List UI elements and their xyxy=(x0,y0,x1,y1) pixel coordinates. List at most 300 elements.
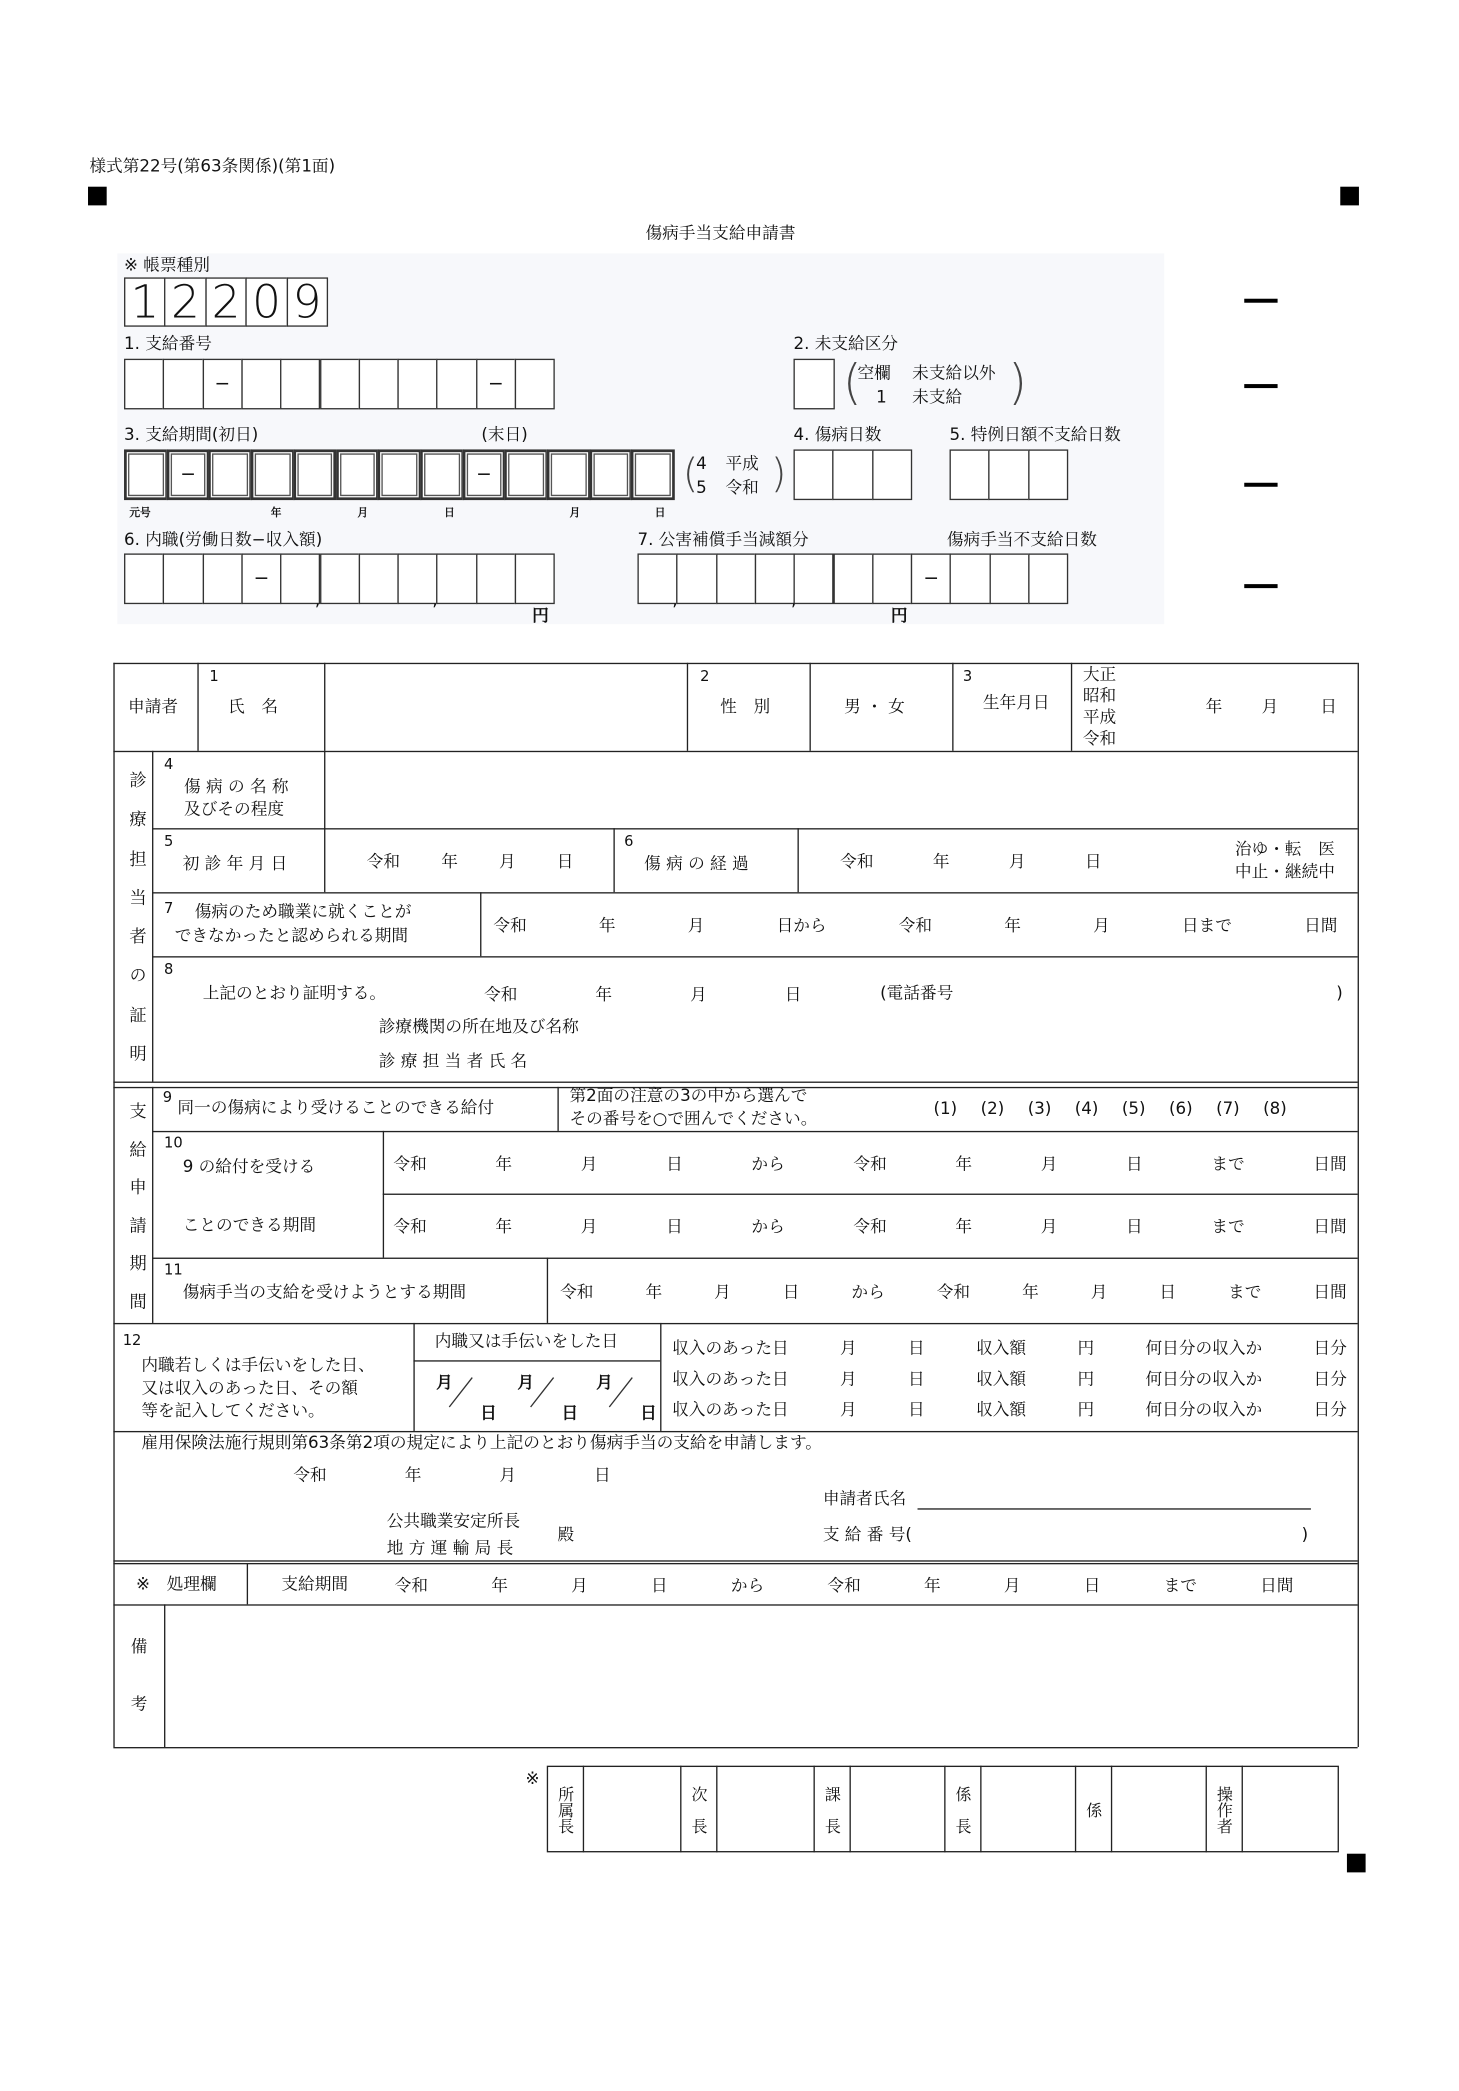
payment-number-box[interactable] xyxy=(398,359,438,410)
payment-number-box[interactable] xyxy=(280,359,320,410)
pollution-comp-box[interactable] xyxy=(1028,553,1068,604)
day-unit[interactable]: 日 xyxy=(640,1402,657,1423)
payment-period-box[interactable] xyxy=(547,449,591,500)
list-item: から xyxy=(730,1574,765,1595)
item-number: 12 xyxy=(122,1331,142,1349)
form-type-digit: 9 xyxy=(286,277,328,326)
honorific: 殿 xyxy=(557,1523,575,1544)
list-item: 期 xyxy=(125,1254,146,1272)
list-item: 月 xyxy=(1093,914,1110,935)
day-unit[interactable]: 日 xyxy=(561,1402,579,1423)
list-item: 令和 xyxy=(853,1153,887,1174)
income-row[interactable] xyxy=(672,1396,1347,1420)
payment-number-box[interactable] xyxy=(358,359,398,410)
divider xyxy=(113,1082,1357,1083)
benefit-options[interactable] xyxy=(934,1098,1287,1118)
divider xyxy=(1358,663,1359,1747)
month-unit[interactable]: 月 xyxy=(436,1371,453,1392)
list-item: 円 xyxy=(1077,1337,1095,1358)
divider xyxy=(152,892,1358,893)
list-item: 申 xyxy=(125,1177,146,1196)
comma-separator: ’ xyxy=(672,599,678,620)
field-3-label: 3. 支給期間(初日) xyxy=(124,423,259,444)
list-item: から xyxy=(851,1281,885,1302)
stamp-cell[interactable] xyxy=(982,1767,1075,1851)
month-unit[interactable]: 月 xyxy=(517,1371,535,1392)
form-type-digit: 2 xyxy=(205,277,247,326)
name-label: 氏 名 xyxy=(228,695,279,716)
divider xyxy=(152,1087,153,1323)
remarks-label: 考 xyxy=(130,1693,148,1714)
sex-label: 性 別 xyxy=(720,695,771,716)
registration-dash xyxy=(1244,299,1277,303)
item-number: 8 xyxy=(164,960,174,979)
income-row[interactable] xyxy=(672,1366,1347,1390)
divider xyxy=(809,663,810,751)
list-item: 月 xyxy=(1008,850,1026,871)
list-item: 日 xyxy=(1084,850,1102,871)
payment-number-box[interactable]: − xyxy=(476,359,516,410)
form-type-digit: 0 xyxy=(246,277,288,326)
office-name: 地 方 運 輸 局 長 xyxy=(386,1537,514,1558)
item-number: 6 xyxy=(624,832,634,851)
divider xyxy=(413,1360,660,1361)
processing-period-label: 支給期間 xyxy=(281,1573,349,1594)
note-text: その番号を○で囲んでください。 xyxy=(569,1107,818,1128)
item-number: 11 xyxy=(164,1260,183,1279)
divider xyxy=(660,1323,661,1431)
divider xyxy=(1075,1766,1076,1853)
list-item: 月 xyxy=(580,1153,598,1174)
list-item: 月 xyxy=(687,914,705,935)
note-text: 第2面の注意の3の中から選んで xyxy=(569,1085,808,1106)
month-unit[interactable]: 月 xyxy=(596,1371,613,1392)
list-item: 令和 xyxy=(393,1216,427,1237)
progress-option[interactable]: 治ゆ・転 医 xyxy=(1234,838,1335,859)
month-unit: 月 xyxy=(1261,695,1279,716)
list-item: 日 xyxy=(1159,1281,1177,1302)
list-item: (6) xyxy=(1168,1098,1193,1119)
era-label: 平成 xyxy=(725,453,759,474)
request-period-row[interactable] xyxy=(560,1279,1347,1303)
side-work-box[interactable] xyxy=(319,553,359,604)
side-work-box[interactable] xyxy=(437,553,477,604)
list-item: 年 xyxy=(598,914,616,935)
field-1-label: 1. 支給番号 xyxy=(124,333,212,354)
list-item: (2) xyxy=(980,1098,1005,1119)
item-number: 9 xyxy=(162,1088,173,1107)
progress-date[interactable] xyxy=(840,848,1101,872)
list-item: から xyxy=(751,1216,785,1237)
side-work-box[interactable] xyxy=(280,553,320,604)
payment-period-box[interactable] xyxy=(124,449,168,500)
list-item: 収入のあった日 xyxy=(672,1337,789,1358)
divider xyxy=(687,663,688,751)
list-item: の xyxy=(125,966,146,984)
list-item: 日 xyxy=(1126,1153,1143,1174)
pollution-comp-box[interactable] xyxy=(637,553,677,604)
unit-label: 日 xyxy=(444,506,455,519)
registration-mark xyxy=(1347,1854,1366,1873)
payment-number-label: 支 給 番 号( xyxy=(822,1523,912,1544)
list-item: 月 xyxy=(571,1574,588,1595)
option-label: 未支給 xyxy=(912,386,963,407)
progress-option[interactable]: 中止・継続中 xyxy=(1234,861,1335,882)
remarks-field[interactable] xyxy=(165,1606,1356,1746)
side-work-box[interactable] xyxy=(358,553,398,604)
processing-period-row xyxy=(395,1572,1294,1596)
sex-options[interactable]: 男 ・ 女 xyxy=(844,695,905,716)
side-work-box[interactable] xyxy=(476,553,516,604)
payment-period-box[interactable] xyxy=(378,449,422,500)
pollution-comp-box[interactable] xyxy=(950,553,990,604)
payment-number-box[interactable] xyxy=(515,359,555,410)
pollution-comp-box[interactable] xyxy=(794,553,834,604)
list-item: 年 xyxy=(495,1153,513,1174)
list-item: 日分 xyxy=(1313,1398,1347,1419)
list-item: 令和 xyxy=(366,850,401,871)
list-item: 月 xyxy=(1040,1153,1058,1174)
sick-days-box[interactable] xyxy=(793,449,833,500)
divider xyxy=(383,1194,1358,1195)
disease-label: 傷 病 の 名 称 xyxy=(184,775,289,796)
payment-period-box[interactable]: − xyxy=(462,449,506,500)
side-work-box[interactable] xyxy=(163,553,203,604)
day-unit[interactable]: 日 xyxy=(480,1402,497,1423)
list-item: 日 xyxy=(782,1281,800,1302)
list-item: 療 xyxy=(125,809,146,828)
list-item: 日 xyxy=(651,1574,668,1595)
divider xyxy=(797,828,798,892)
list-item: 年 xyxy=(955,1153,973,1174)
stamp-label: 係 xyxy=(1084,1801,1103,1818)
divider xyxy=(113,1747,1357,1748)
side-work-box[interactable]: − xyxy=(241,553,281,604)
list-item: 令和 xyxy=(827,1574,861,1595)
era-option[interactable]: 平成 xyxy=(1082,706,1117,727)
side-work-box[interactable] xyxy=(124,553,164,604)
list-item: 年 xyxy=(1004,914,1021,935)
list-item: 年 xyxy=(495,1216,513,1237)
list-item: 日 xyxy=(908,1368,925,1389)
payment-period-box[interactable] xyxy=(251,449,295,500)
divider xyxy=(152,1258,1358,1259)
list-item: 年 xyxy=(955,1216,973,1237)
registration-dash xyxy=(1244,584,1277,588)
list-item: 年 xyxy=(923,1574,941,1595)
era-option[interactable]: 昭和 xyxy=(1082,685,1117,706)
list-item: 年 xyxy=(932,850,950,871)
pollution-comp-box[interactable]: − xyxy=(911,553,951,604)
special-days-box[interactable] xyxy=(950,449,990,500)
pollution-comp-box[interactable] xyxy=(989,553,1029,604)
item-number: 4 xyxy=(164,755,174,773)
list-item: 月 xyxy=(580,1216,598,1237)
list-item: (8) xyxy=(1263,1098,1287,1119)
divider xyxy=(1071,663,1072,751)
list-item: 日分 xyxy=(1313,1368,1347,1389)
unit-label: 月 xyxy=(357,506,369,519)
first-visit-date[interactable] xyxy=(367,848,574,872)
yen-unit: 円 xyxy=(532,605,549,626)
divider xyxy=(813,1766,814,1853)
certify-text: 上記のとおり証明する。 xyxy=(202,982,387,1003)
doctor-name-label: 診 療 担 当 者 氏 名 xyxy=(378,1050,528,1071)
facility-label: 診療機関の所在地及び名称 xyxy=(378,1015,579,1036)
era-label: 令和 xyxy=(725,477,759,498)
paren-right-icon: ) xyxy=(1008,356,1027,411)
doctor-section-label xyxy=(123,771,148,1062)
benefit-period-row[interactable] xyxy=(393,1214,1347,1238)
payment-number-box[interactable]: − xyxy=(202,359,242,410)
list-item: 日 xyxy=(1083,1574,1101,1595)
list-item: 日 xyxy=(666,1153,683,1174)
payment-period-box[interactable] xyxy=(293,449,337,500)
side-work-box[interactable] xyxy=(515,553,555,604)
divider xyxy=(952,663,953,751)
applicant-section-label: 申請者 xyxy=(128,695,179,716)
list-item: (5) xyxy=(1121,1098,1146,1119)
unit-label: 日 xyxy=(654,506,666,519)
registration-mark xyxy=(88,187,107,206)
divider xyxy=(113,1323,1357,1324)
list-item: 月 xyxy=(840,1337,857,1358)
benefit-period-row[interactable] xyxy=(393,1151,1347,1175)
registration-mark xyxy=(1340,187,1359,206)
list-item: 明 xyxy=(125,1044,146,1062)
period-label: 傷病のため職業に就くことが xyxy=(194,901,412,922)
stamp-label: 次 長 xyxy=(689,1785,709,1834)
stamp-cell[interactable] xyxy=(717,1767,810,1851)
applicant-name-input[interactable] xyxy=(918,1508,1311,1509)
list-item: 令和 xyxy=(840,850,874,871)
stamp-label: 所属長 xyxy=(556,1785,575,1834)
list-item: 月 xyxy=(498,850,516,871)
sick-days-box[interactable] xyxy=(833,449,873,500)
field-7-label: 7. 公害補償手当減額分 xyxy=(637,529,809,550)
pollution-comp-box[interactable] xyxy=(677,553,717,604)
payment-period-box[interactable] xyxy=(209,449,253,500)
comma-separator: ’ xyxy=(314,599,321,620)
stamp-label: 課 長 xyxy=(822,1785,842,1834)
yen-unit: 円 xyxy=(890,605,908,626)
divider xyxy=(152,751,153,1082)
divider xyxy=(383,1131,384,1258)
remarks-label: 備 xyxy=(130,1635,148,1656)
day-unit: 日 xyxy=(1320,695,1337,716)
list-item: 月 xyxy=(690,984,707,1005)
benefit-period-label: ことのできる期間 xyxy=(182,1214,317,1235)
divider xyxy=(944,1766,945,1853)
list-item: 担 xyxy=(125,848,146,867)
stamp-cell[interactable] xyxy=(851,1767,944,1851)
item-number: 1 xyxy=(209,667,219,685)
list-item: 日 xyxy=(784,984,802,1005)
processing-label: ※ 処理欄 xyxy=(136,1573,217,1594)
payment-period-box[interactable] xyxy=(420,449,464,500)
option-code: 空欄 xyxy=(857,362,891,383)
pollution-comp-box[interactable] xyxy=(872,553,912,604)
list-item: 何日分の収入か xyxy=(1145,1368,1263,1389)
list-item: 円 xyxy=(1077,1398,1095,1419)
divider xyxy=(152,828,1358,829)
period-label: できなかったと認められる期間 xyxy=(174,925,409,946)
list-item: 月 xyxy=(840,1398,857,1419)
list-item: 令和 xyxy=(853,1216,887,1237)
payment-period-box[interactable] xyxy=(504,449,548,500)
declaration-date[interactable] xyxy=(293,1462,610,1486)
list-item: 日 xyxy=(908,1398,925,1419)
list-item: (4) xyxy=(1074,1098,1099,1119)
pollution-comp-box[interactable] xyxy=(833,553,873,604)
divider xyxy=(413,1323,414,1431)
unpaid-class-box[interactable] xyxy=(793,359,834,410)
list-item: 令和 xyxy=(293,1464,327,1485)
option-label: 未支給以外 xyxy=(912,362,996,383)
benefit-period-label: 9 の給付を受ける xyxy=(182,1155,316,1176)
dob-label: 生年月日 xyxy=(982,691,1050,712)
item-number: 2 xyxy=(700,667,710,685)
certify-date[interactable] xyxy=(484,982,801,1006)
payment-period-box[interactable]: − xyxy=(166,449,210,500)
list-item: 何日分の収入か xyxy=(1145,1337,1263,1358)
list-item: 日分 xyxy=(1313,1337,1347,1358)
phone-label: (電話番号 xyxy=(880,982,954,1003)
list-item: 令和 xyxy=(936,1281,971,1302)
field-4-label: 4. 傷病日数 xyxy=(793,423,882,444)
list-item: 日 xyxy=(556,850,574,871)
list-item: (7) xyxy=(1216,1098,1240,1119)
side-work-label: 内職若しくは手伝いをした日、 xyxy=(141,1354,375,1375)
list-item: 月 xyxy=(1090,1281,1108,1302)
comma-separator: ’ xyxy=(432,599,438,620)
form-type-digit: 2 xyxy=(165,277,207,326)
list-item: まで xyxy=(1211,1153,1245,1174)
list-item: 収入額 xyxy=(976,1368,1027,1389)
divider xyxy=(480,892,481,956)
payment-number-box[interactable] xyxy=(319,359,359,410)
form-type-label: ※ 帳票種別 xyxy=(124,254,210,275)
list-item: 令和 xyxy=(493,914,527,935)
special-days-box[interactable] xyxy=(989,449,1029,500)
special-days-box[interactable] xyxy=(1028,449,1068,500)
stamp-cell[interactable] xyxy=(584,1767,677,1851)
list-item: 年 xyxy=(645,1281,663,1302)
payment-number-box[interactable] xyxy=(437,359,477,410)
list-item: 令和 xyxy=(560,1281,594,1302)
other-benefit-label: 同一の傷病により受けることのできる給付 xyxy=(177,1097,495,1118)
item-number: 10 xyxy=(164,1134,183,1152)
divider xyxy=(113,1563,1357,1564)
stamp-cell[interactable] xyxy=(1112,1767,1205,1851)
list-item: 月 xyxy=(499,1464,517,1485)
page-title: 傷病手当支給申請書 xyxy=(645,222,796,243)
list-item: 日間 xyxy=(1313,1281,1347,1302)
payment-number-box[interactable] xyxy=(124,359,164,410)
request-period-label: 傷病手当の支給を受けようとする期間 xyxy=(182,1281,467,1302)
list-item: 年 xyxy=(404,1464,422,1485)
list-item: 日間 xyxy=(1260,1574,1294,1595)
paren-right-icon: ) xyxy=(770,450,787,498)
unit-label: 年 xyxy=(270,506,282,519)
payment-period-box[interactable] xyxy=(631,449,675,500)
sick-days-box[interactable] xyxy=(872,449,912,500)
list-item: 年 xyxy=(595,984,613,1005)
list-item: 日 xyxy=(666,1216,683,1237)
list-item: 日 xyxy=(1126,1216,1143,1237)
divider xyxy=(152,1131,1358,1132)
list-item: 月 xyxy=(1040,1216,1058,1237)
payment-period-box[interactable] xyxy=(589,449,633,500)
era-option[interactable]: 大正 xyxy=(1082,663,1117,684)
field-5-label: 5. 特例日額不支給日数 xyxy=(949,423,1121,444)
list-item: 月 xyxy=(714,1281,731,1302)
stamp-mark: ※ xyxy=(525,1768,540,1789)
period-section-label xyxy=(123,1102,148,1310)
list-item: 何日分の収入か xyxy=(1145,1398,1263,1419)
list-item: 診 xyxy=(125,770,146,789)
income-row[interactable] xyxy=(672,1335,1347,1359)
stamp-cell[interactable] xyxy=(1243,1767,1336,1851)
form-number: 様式第22号(第63条関係)(第1面) xyxy=(89,155,336,176)
progress-label: 傷 病 の 経 過 xyxy=(644,853,749,874)
declaration-statement: 雇用保険法施行規則第63条第2項の規定により上記のとおり傷病手当の支給を申請します。 xyxy=(141,1431,822,1452)
form-type-digit: 1 xyxy=(124,277,166,326)
year-unit: 年 xyxy=(1205,695,1223,716)
list-item: (1) xyxy=(933,1098,958,1119)
list-item: から xyxy=(751,1153,785,1174)
payment-number-box[interactable] xyxy=(163,359,203,410)
item-number: 5 xyxy=(164,832,174,851)
side-work-box[interactable] xyxy=(202,553,242,604)
list-item: 年 xyxy=(441,850,458,871)
list-item: 令和 xyxy=(484,984,518,1005)
list-item: 年 xyxy=(1022,1281,1039,1302)
side-work-box[interactable] xyxy=(398,553,438,604)
era-option[interactable]: 令和 xyxy=(1082,727,1117,748)
field-3-end-label: (末日) xyxy=(481,423,528,444)
item-number: 3 xyxy=(962,667,973,685)
paren-left-icon: ( xyxy=(682,450,699,498)
first-visit-label: 初 診 年 月 日 xyxy=(182,853,288,874)
era-code: 5 xyxy=(696,477,707,498)
divider xyxy=(113,663,1357,664)
payment-period-box[interactable] xyxy=(335,449,379,500)
incapacity-period[interactable] xyxy=(493,912,1337,936)
list-item: 円 xyxy=(1077,1368,1095,1389)
divider xyxy=(613,828,614,892)
divider xyxy=(197,663,198,751)
registration-dash xyxy=(1244,483,1277,487)
divider xyxy=(557,1087,558,1131)
era-code: 4 xyxy=(696,453,707,474)
list-item: 年 xyxy=(491,1574,508,1595)
list-item: 給 xyxy=(125,1139,146,1158)
list-item: 日 xyxy=(594,1464,611,1485)
paren-left-icon: ( xyxy=(842,356,862,411)
list-item: 証 xyxy=(125,1005,146,1023)
office-name: 公共職業安定所長 xyxy=(386,1510,521,1531)
pollution-comp-box[interactable] xyxy=(716,553,756,604)
list-item: まで xyxy=(1228,1281,1262,1302)
phone-close: ) xyxy=(1336,982,1343,1003)
name-field[interactable] xyxy=(325,664,685,749)
list-item: 収入額 xyxy=(976,1398,1027,1419)
list-item: 間 xyxy=(125,1292,146,1310)
divider xyxy=(113,663,114,1747)
pollution-comp-box[interactable] xyxy=(755,553,795,604)
payment-number-box[interactable] xyxy=(241,359,281,410)
